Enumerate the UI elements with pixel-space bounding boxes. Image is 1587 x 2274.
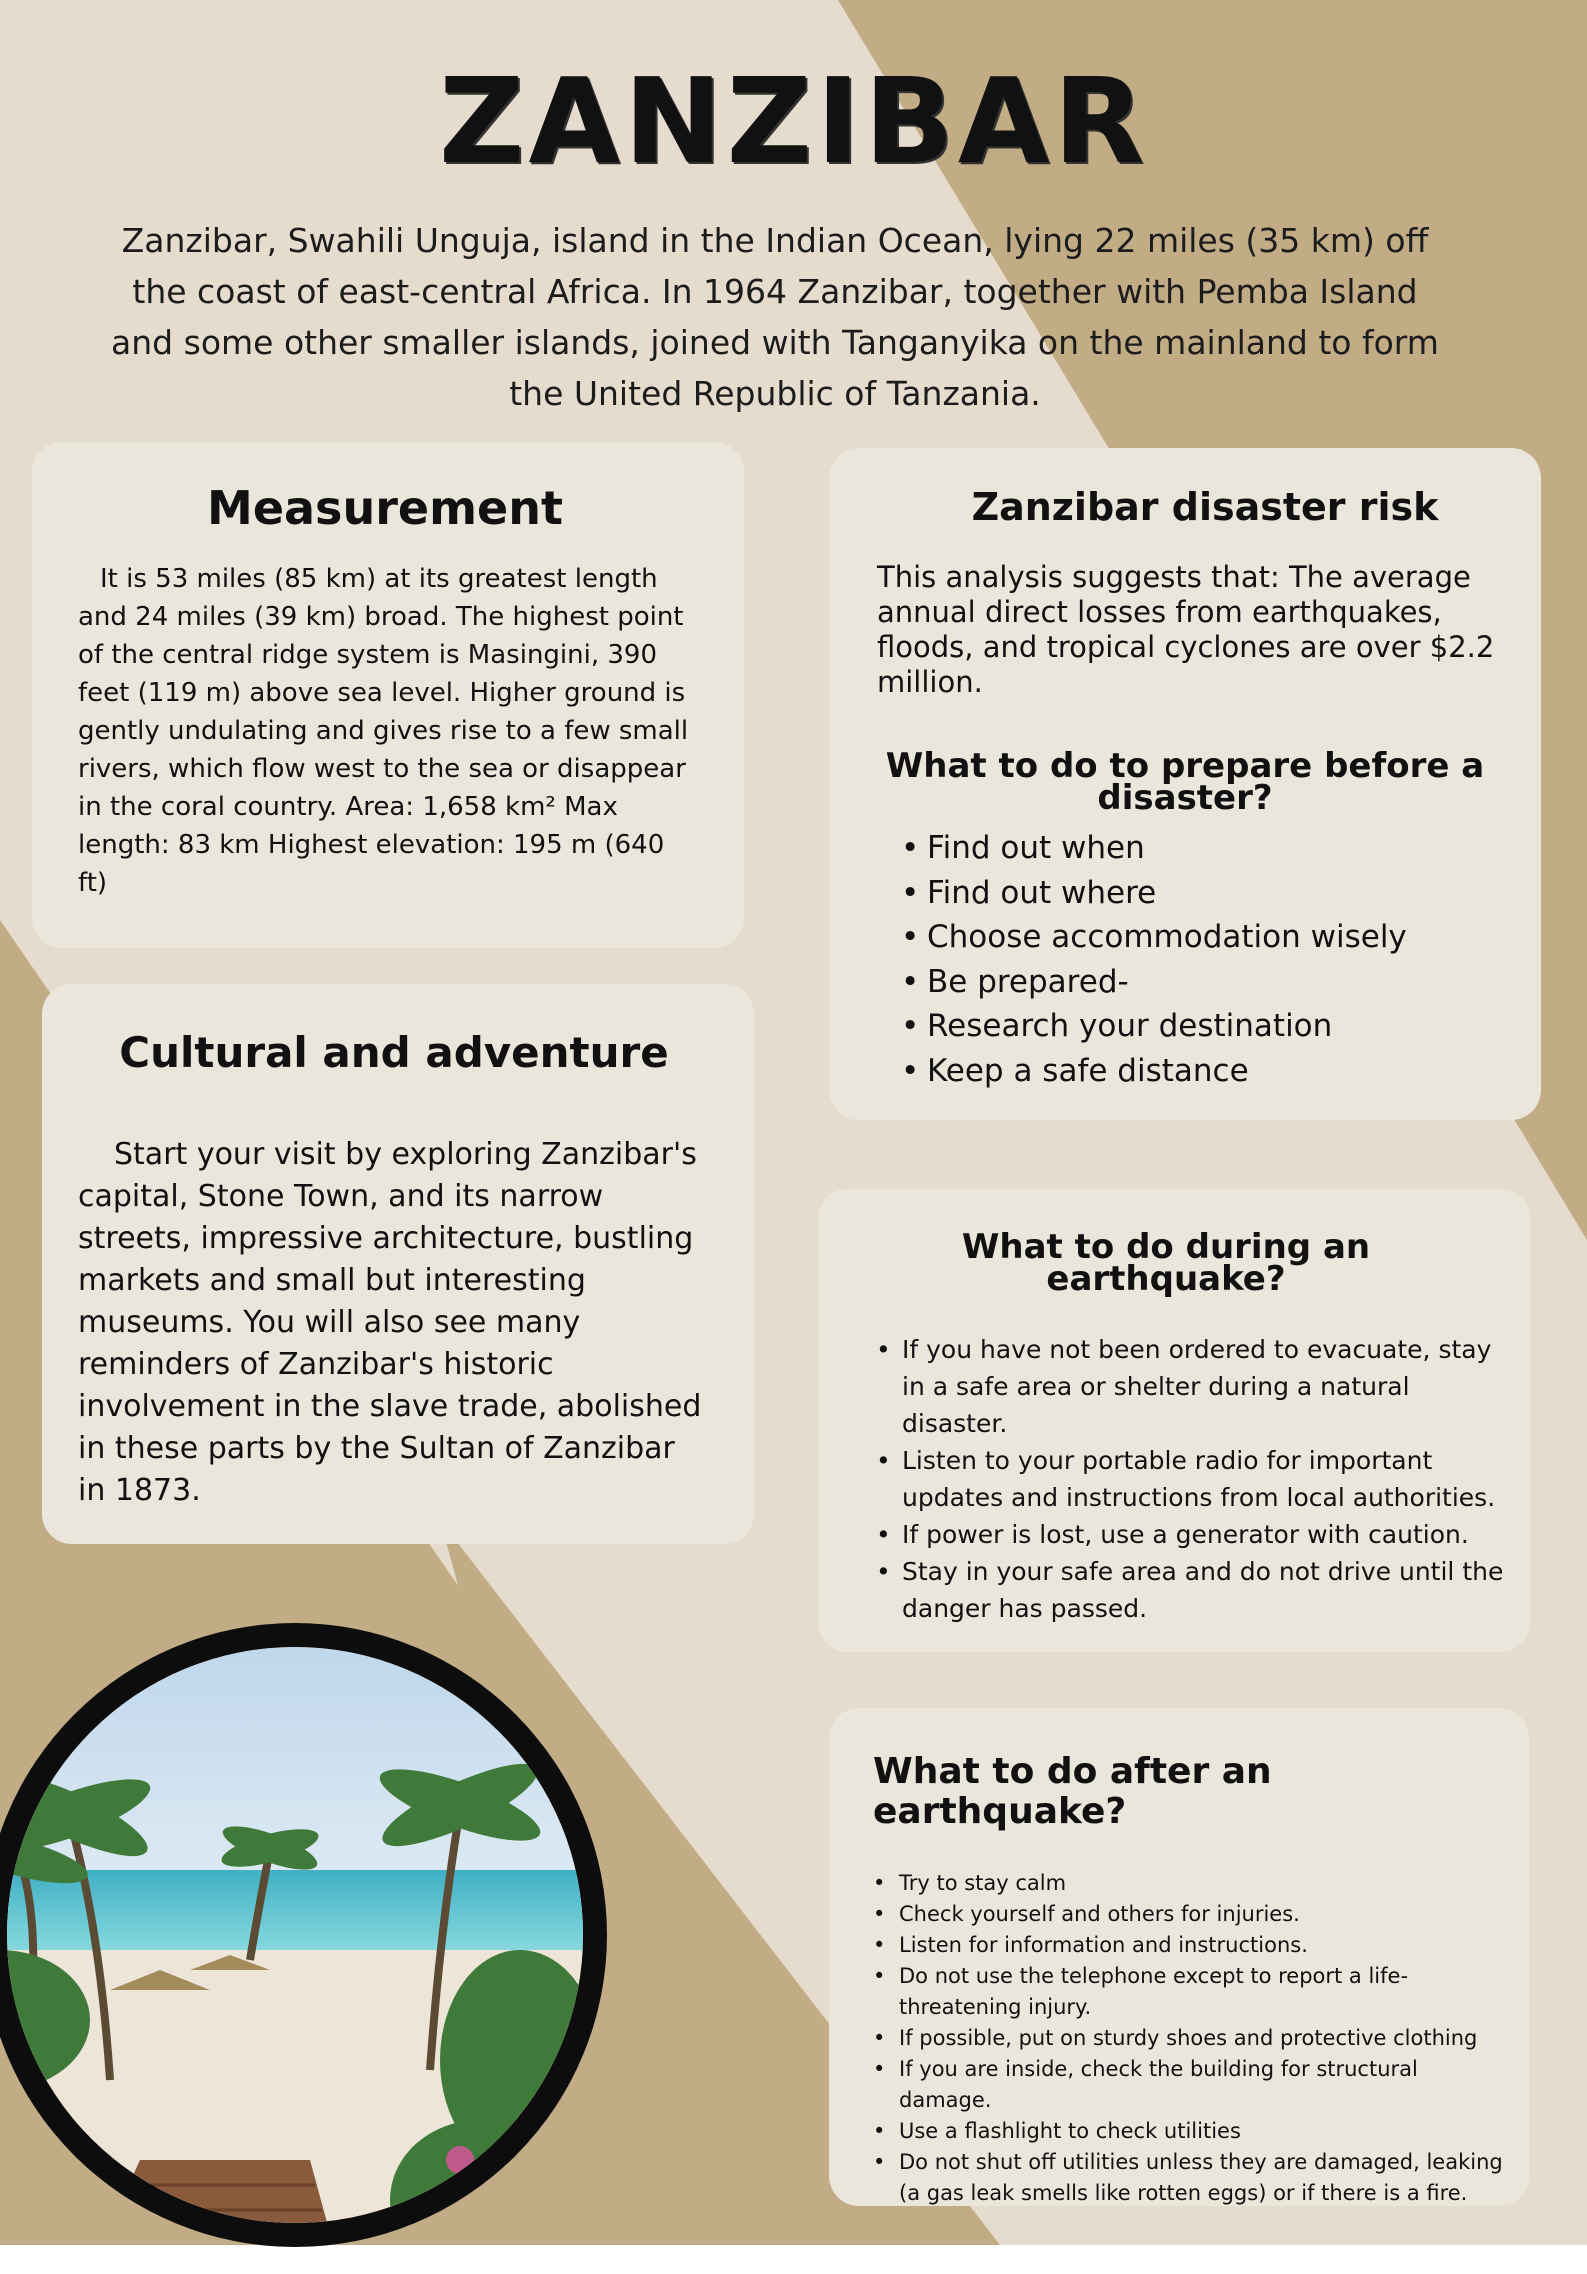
list-item: • Do not shut off utilities unless they are damaged, leaking (a gas leak smells like rotten eggs) or if there is a fire. <box>899 2147 1505 2209</box>
list-item: • Listen for information and instructions. <box>899 1930 1505 1961</box>
cultural-body: Start your visit by exploring Zanzibar's capital, Stone Town, and its narrow streets, impressive architecture, bustling markets and small but interesting museums. You will also see many reminders of Zanzibar's historic involvement in the slave trade, abolished in these parts by the Sultan of Zanzibar in 1873. <box>78 1137 702 1508</box>
beach-photo-icon <box>0 1600 630 2270</box>
list-item: • Be prepared- <box>927 960 1533 1005</box>
list-item: • If possible, put on sturdy shoes and protective clothing <box>899 2023 1505 2054</box>
list-item: • Stay in your safe area and do not drive until the danger has passed. <box>902 1553 1506 1627</box>
after-heading: What to do after an earthquake? <box>873 1751 1272 1832</box>
list-item: • If you have not been ordered to evacuate, stay in a safe area or shelter during a natural disaster. <box>902 1331 1506 1442</box>
during-heading: What to do during an earthquake? <box>961 1227 1371 1299</box>
prepare-heading: What to do to prepare before a disaster? <box>885 746 1485 818</box>
measurement-body: It is 53 miles (85 km) at its greatest length and 24 miles (39 km) broad. The highest point of the central ridge system is Masingini, 390 feet (119 m) above sea level. Higher ground is gently undulating and gives rise to a few small rivers, which flow west to the sea or disappear in the coral country. Area: 1,658 km² Max length: 83 km Highest elevation: 195 m (640 ft) <box>78 564 689 898</box>
after-earthquake-card <box>829 1708 1529 2206</box>
list-item: • Choose accommodation wisely <box>927 915 1533 960</box>
list-item: • Keep a safe distance <box>927 1049 1533 1094</box>
list-item: • Check yourself and others for injuries. <box>899 1899 1505 1930</box>
list-item: • Find out where <box>927 871 1533 916</box>
intro-paragraph: Zanzibar, Swahili Unguja, island in the Indian Ocean, lying 22 miles (35 km) off the coast of east-central Africa. In 1964 Zanzibar, together with Pemba Island and some other smaller islands, joined with Tanganyika on the mainland to form the United Republic of Tanzania. <box>111 221 1439 413</box>
after-list <box>873 1868 1505 2209</box>
risk-body: This analysis suggests that: The average annual direct losses from earthquakes, floods, and tropical cyclones are over $2.2 million. <box>877 560 1495 699</box>
during-earthquake-card <box>818 1189 1530 1652</box>
cultural-heading: Cultural and adventure <box>119 1028 669 1077</box>
during-list <box>866 1331 1506 1627</box>
beach-photo <box>0 1600 630 2270</box>
list-item: • Do not use the telephone except to report a life-threatening injury. <box>899 1961 1505 2023</box>
list-item: • Research your destination <box>927 1004 1533 1049</box>
list-item: • Use a flashlight to check utilities <box>899 2116 1505 2147</box>
page-title: ZANZIBAR <box>438 52 1149 190</box>
cultural-card <box>42 984 754 1544</box>
list-item: • If you are inside, check the building for structural damage. <box>899 2054 1505 2116</box>
measurement-heading: Measurement <box>207 481 563 535</box>
risk-heading: Zanzibar disaster risk <box>971 485 1439 529</box>
disaster-risk-card <box>829 448 1541 1120</box>
list-item: • Try to stay calm <box>899 1868 1505 1899</box>
prepare-list <box>877 826 1533 1093</box>
list-item: • If power is lost, use a generator with caution. <box>902 1516 1506 1553</box>
list-item: • Listen to your portable radio for important updates and instructions from local authorities. <box>902 1442 1506 1516</box>
list-item: • Find out when <box>927 826 1533 871</box>
measurement-card <box>32 442 744 948</box>
